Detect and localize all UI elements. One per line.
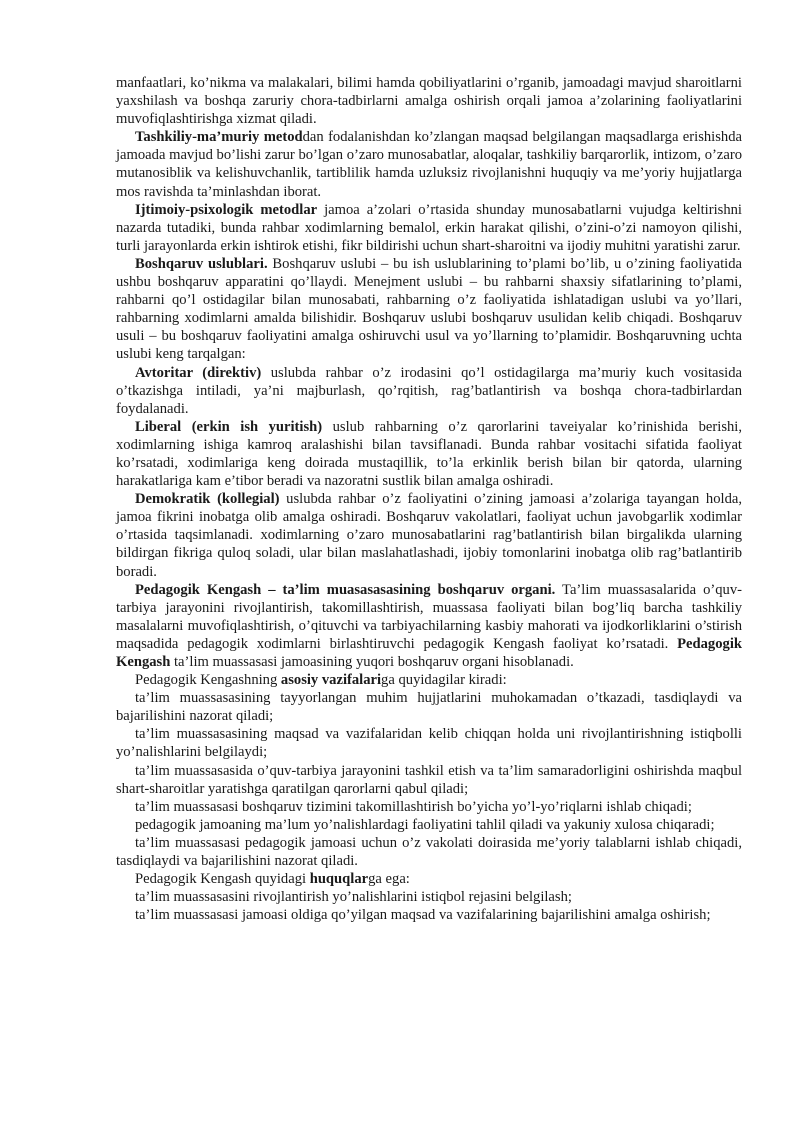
paragraph xyxy=(116,870,742,888)
paragraph xyxy=(116,725,742,761)
text-run: Pedagogik Kengashning xyxy=(135,672,281,689)
paragraph xyxy=(116,201,742,255)
bold-term: Avtoritar (direktiv) xyxy=(135,364,262,381)
text-run: ta’lim muassasasi boshqaruv tizimini takomillashtirish bo’yicha yo’l-yo’riqlarni ishlab chiqadi; xyxy=(135,798,692,815)
text-run: uslubda rahbar o’z faoliyatini o’zining jamoasi a’zolariga tayangan holda, jamoa fikrini inobatga olib amalga oshiradi. Boshqaruv vakolatlari, faoliyat uchun javobgarlik xodimlar o’rtasida taqsimlanadi. xodimlarning o’zaro munosabatlarini rag’batlantirish bilan birgalikda ularning bildirgan fikriga quloq soladi, ular bilan maslahatlashadi, ijobiy tomonlarini inobatga olib rag’batlantirib boradi. xyxy=(116,491,742,580)
text-run: Boshqaruv uslubi – bu ish uslublarining to’plami bo’lib, u o’zining faoliyatida ushbu boshqaruv apparatini qo’llaydi. Menejment uslubi – bu rahbarni shaxsiy sifatlarining to’plami, rahbarni qo’l ostidagilar bilan munosabati, rahbarning o’z faoliyatida ishlatadigan uslubi va yo’llari, rahbarning xodimlarni amalda bilishidir. Boshqaruv uslubi boshqaruv usulidan kelib chiqadi. Boshqaruv usuli – bu boshqaruv faoliyatini amalga oshiruvchi usul va yo’llarning to’plamidir. Boshqaruvning uchta uslubi keng tarqalgan: xyxy=(116,255,742,363)
paragraph xyxy=(116,581,742,671)
paragraph xyxy=(116,816,742,834)
document-page xyxy=(116,74,742,924)
bold-term: Liberal (erkin ish yuritish) xyxy=(135,418,323,435)
text-run: pedagogik jamoaning ma’lum yo’nalishlardagi faoliyatini tahlil qiladi va yakuniy xulosa chiqaradi; xyxy=(135,816,715,833)
bold-term: asosiy vazifalari xyxy=(280,672,382,689)
text-run: ta’lim muassasasida o’quv-tarbiya jarayonini tashkil etish va ta’lim samaradorligini oshirishda maqbul shart-sharoitlar yaratishga qaratilgan qarorlarni qabul qiladi; xyxy=(116,762,742,797)
bold-term: Demokratik (kollegial) xyxy=(135,491,280,508)
paragraph xyxy=(116,128,742,200)
paragraph xyxy=(116,418,742,490)
paragraph xyxy=(116,888,742,906)
text-run: Pedagogik Kengash quyidagi xyxy=(135,871,310,888)
paragraph xyxy=(116,798,742,816)
text-run: uslubda rahbar o’z irodasini qo’l ostidagilarga ma’muriy kuch vositasida o’tkazishga intiladi, ya’ni majburlash, qo’rqitish, rag’batlantirish va boshqa chora-tadbirlardan foydalanadi. xyxy=(116,364,742,417)
text-run: uslub rahbarning o’z qarorlarini taveiyalar ko’rinishida berishi, xodimlarning ishiga kamroq aralashishi bilan tavsiflanadi. Bunda rahbar vositachi sifatida faoliyat ko’rsatadi, xodimlariga keng doirada mustaqillik, to’la erkinlik berish bilan bir qatorda, ularning harakatlariga kam e’tibor beradi va nazoratni sustlik bilan amalga oshiradi. xyxy=(116,418,743,490)
bold-term: Pedagogik Kengash – ta’lim muasasasasining boshqaruv organi. xyxy=(135,581,556,598)
text-run: ta’lim muassasasini rivojlantirish yo’nalishlarini istiqbol rejasini belgilash; xyxy=(135,889,572,906)
text-run: ta’lim muassasasining maqsad va vazifalaridan kelib chiqqan holda uni rivojlantirishning istiqbolli yo’nalishlarini belgilaydi; xyxy=(116,726,742,761)
text-run: dan fodalanishdan ko’zlangan maqsad belgilangan maqsadlarga erishishda jamoada mavjud bo’lishi zarur bo’lgan o’zaro munosabatlar, aloqalar, tashkiliy barqarorlik, intizom, o’zaro mutanosiblik va kelishuvchanlik, tartiblilik hamda uzluksiz rivojlanishni huquqiy va me’yoriy hujjatlarga mos ravishda ta’minlashdan iborat. xyxy=(116,129,742,200)
paragraph xyxy=(116,689,742,725)
bold-term: Tashkiliy-ma’muriy metod xyxy=(135,129,303,146)
paragraph xyxy=(116,364,742,418)
text-run: Ta’lim muassasalarida o’quv-tarbiya jarayonini rivojlantirish, takomillashtirish, muassasa faoliyati bilan bog’liq barcha tashkiliy masalalarni muvofiqlashtirish, o’qituvchi va tarbiyachilarning kasbiy mahorati va ijodkorliklarini o’stirish maqsadida pedagogik xodimlarni birlashtiruvchi pedagogik Kengash faoliyat ko’rsatadi. xyxy=(116,581,742,652)
text-run: manfaatlari, ko’nikma va malakalari, bilimi hamda qobiliyatlarini o’rganib, jamoadagi mavjud sharoitlarni yaxshilash va boshqa zaruriy chora-tadbirlarni amalga oshirish orqali jamoa a’zolarining faoliyatlarini muvofiqlashtirishga xizmat qiladi. xyxy=(116,75,742,128)
paragraph xyxy=(116,834,742,870)
text-run: ta’lim muassasasining tayyorlangan muhim hujjatlarini muhokamadan o’tkazadi, tasdiqlaydi va bajarilishini nazorat qiladi; xyxy=(116,690,742,725)
paragraph xyxy=(116,671,742,689)
bold-term: Ijtimoiy-psixologik metodlar xyxy=(135,201,318,218)
text-run: ga ega: xyxy=(368,871,410,888)
bold-term: Pedagogik Kengash xyxy=(116,635,742,670)
text-run: jamoa a’zolari o’rtasida shunday munosabatlarni vujudga keltirishni nazarda tutadiki, bunda rahbar xodimlarning bemalol, erkin harakat qilishi, o’zini-o’zi namoyon qilishi, turli jarayonlarda erkin ishtirok etishi, fikr bildirishi uchun shart-sharoitni va ijodiy muhitni yaratishi zarur. xyxy=(116,201,742,254)
paragraph xyxy=(116,490,742,580)
text-run: ta’lim muassasasi jamoasining yuqori boshqaruv organi hisoblanadi. xyxy=(170,654,574,670)
paragraph xyxy=(116,906,742,924)
text-run: ga quyidagilar kiradi: xyxy=(381,672,507,689)
paragraph xyxy=(116,255,742,364)
bold-term: Boshqaruv uslublari. xyxy=(135,255,268,272)
text-run: ta’lim muassasasi jamoasi oldiga qo’yilgan maqsad va vazifalarining bajarilishini amalga oshirish; xyxy=(135,907,711,924)
paragraph xyxy=(116,762,742,798)
bold-term: huquqlar xyxy=(309,871,369,888)
text-run: ta’lim muassasasi pedagogik jamoasi uchun o’z vakolati doirasida me’yoriy talablarni ishlab chiqadi, tasdiqlaydi va bajarilishini nazorat qiladi. xyxy=(116,834,742,870)
paragraph xyxy=(116,74,742,128)
